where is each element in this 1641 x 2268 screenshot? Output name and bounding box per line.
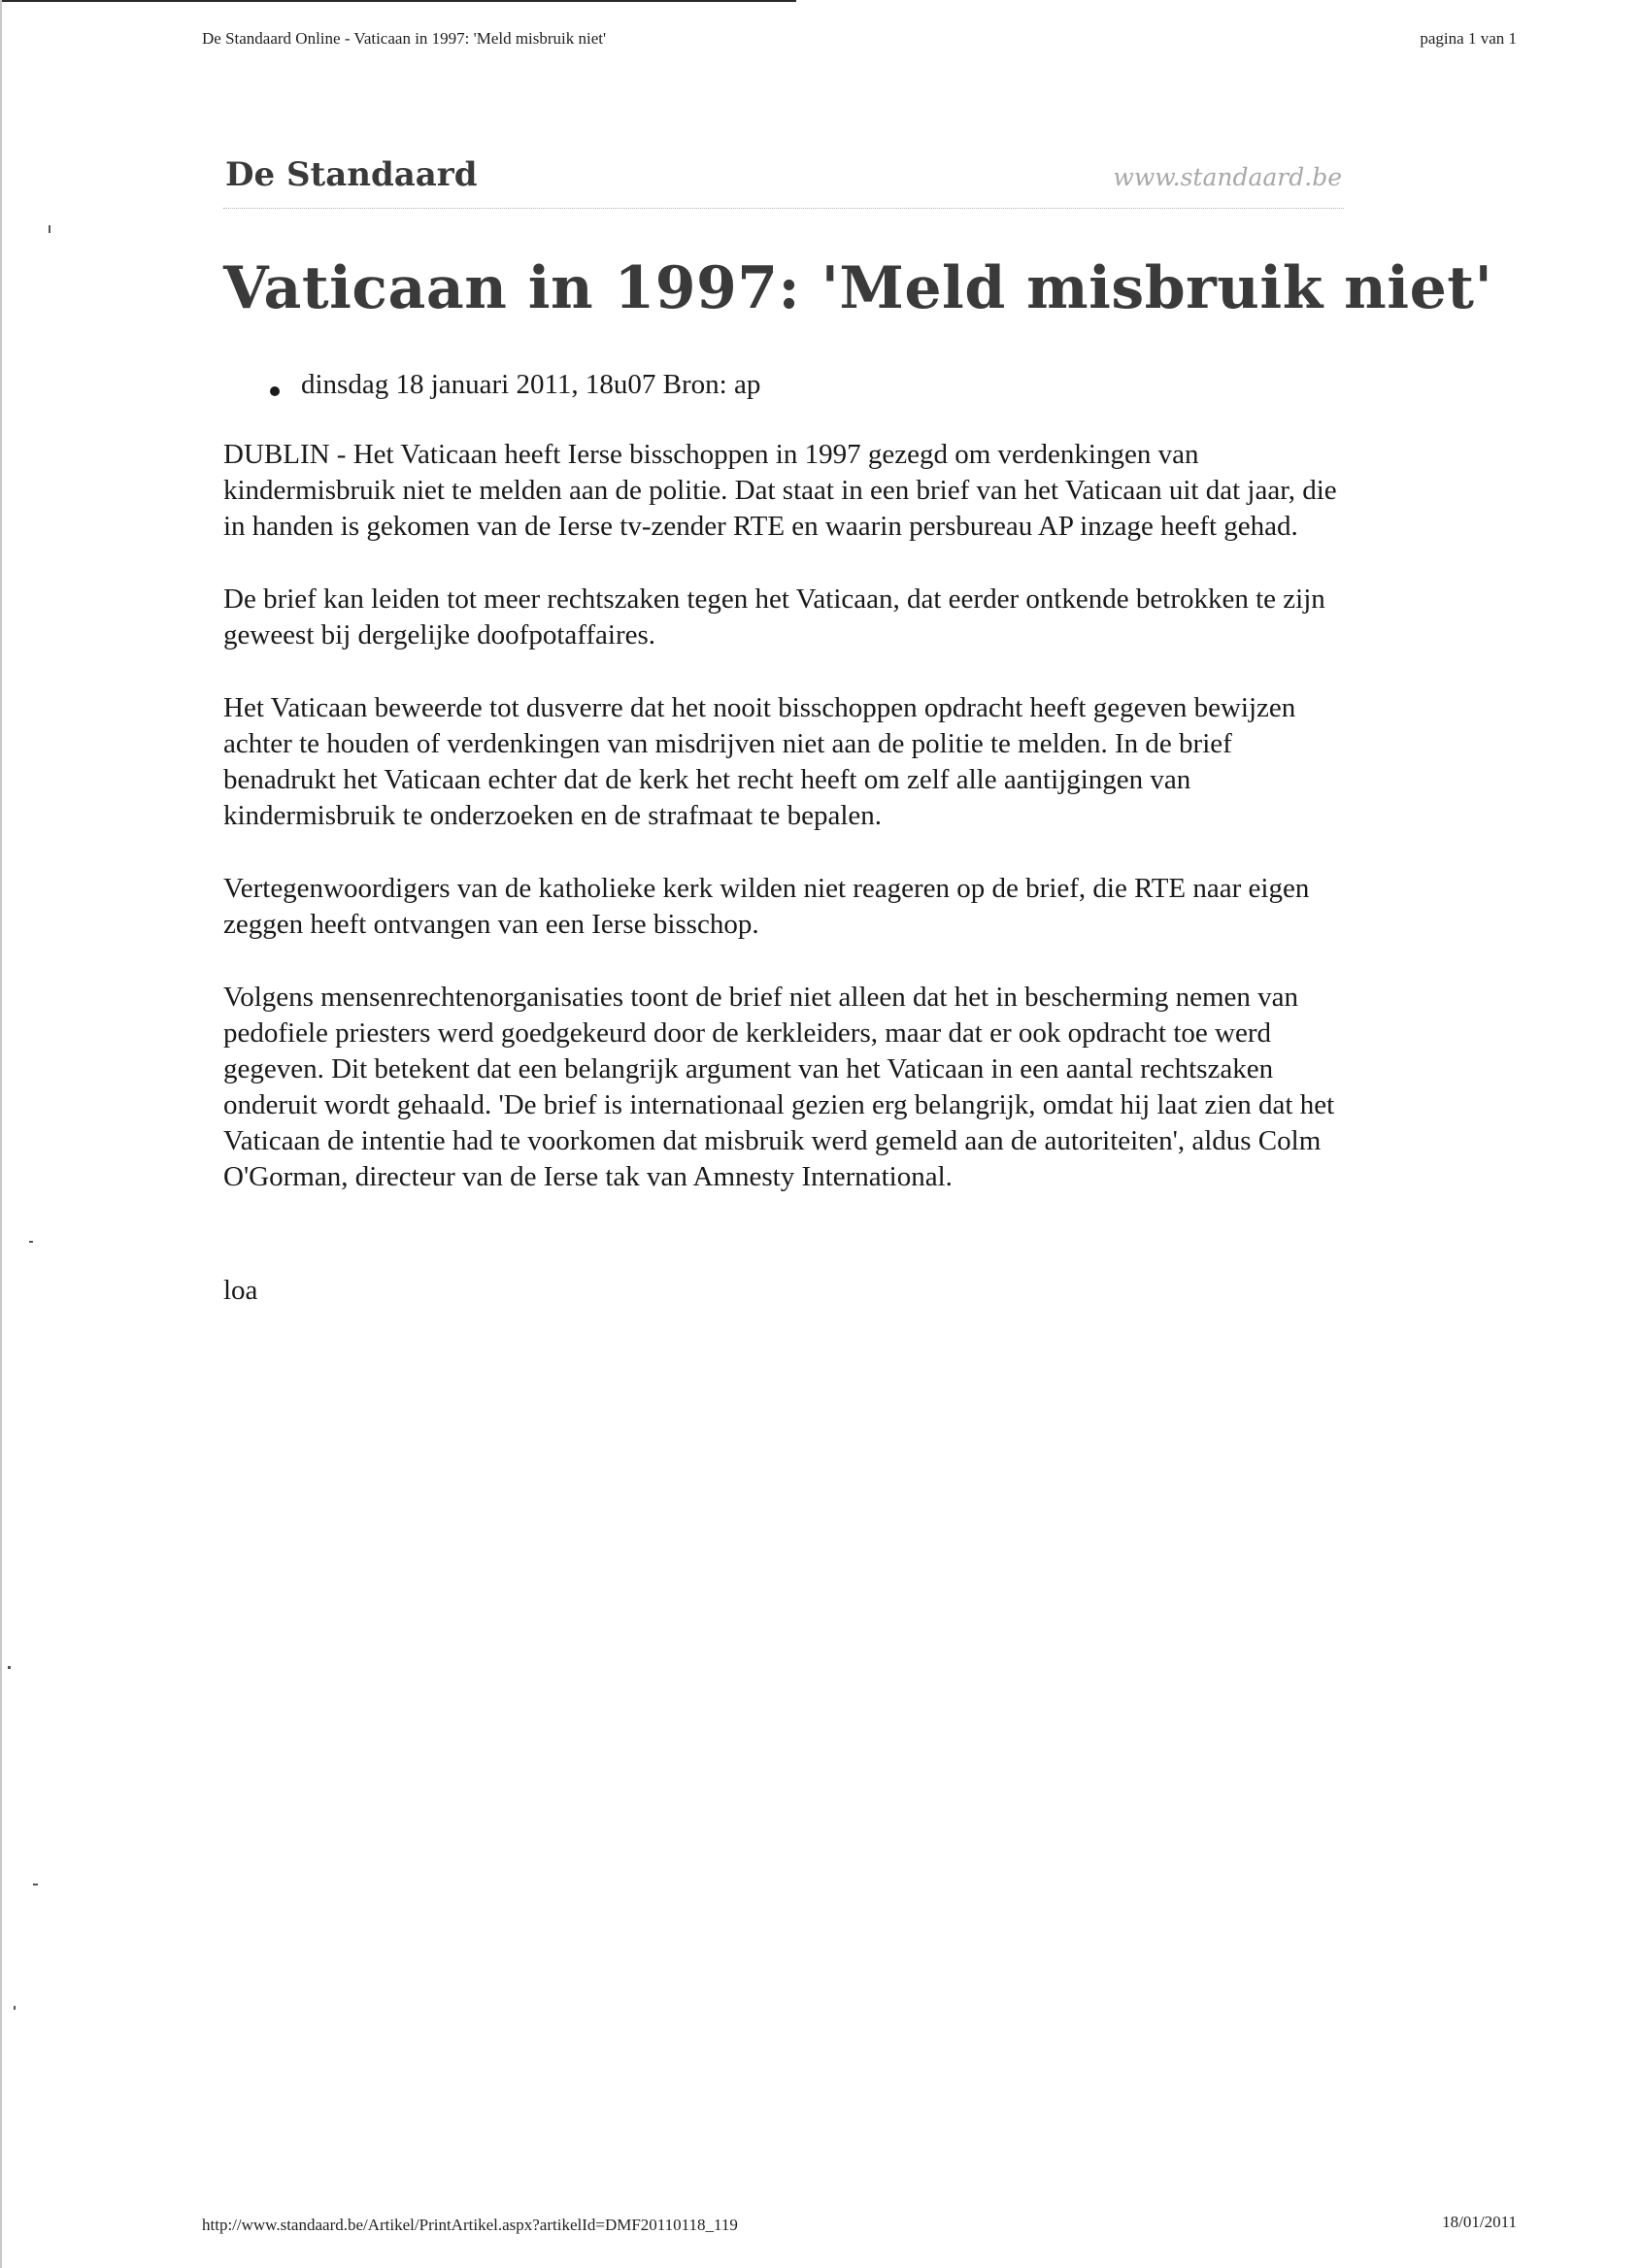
paragraph-line: onderuit wordt gehaald. 'De brief is internationaal gezien erg belangrijk, omdat hij laat zien dat het (223, 1089, 1335, 1120)
scan-speck (29, 1241, 33, 1243)
paragraph-line: benadrukt het Vaticaan echter dat de kerk het recht heeft om zelf alle aantijgingen van (223, 764, 1191, 795)
paragraph-line: pedofiele priesters werd goedgekeurd door de kerkleiders, maar dat er ook opdracht toe werd (223, 1017, 1272, 1049)
paragraph-line: kindermisbruik niet te melden aan de politie. Dat staat in een brief van het Vaticaan uit dat jaar, die (223, 475, 1337, 506)
print-header-page-number: pagina 1 van 1 (1420, 29, 1517, 48)
paragraph (223, 871, 1524, 943)
scan-top-edge (0, 0, 796, 2)
author-tag: loa (223, 1275, 258, 1306)
print-footer-url: http://www.standaard.be/Artikel/PrintArtikel.aspx?artikelId=DMF20110118_119 (202, 2216, 738, 2234)
scan-speck (49, 225, 50, 233)
newspaper-logo: De Standaard (225, 155, 478, 194)
paragraph-line: in handen is gekomen van de Ierse tv-zender RTE en waarin persbureau AP inzage heeft gehad. (223, 511, 1298, 542)
print-footer-date: 18/01/2011 (1442, 2213, 1517, 2231)
paragraph-line: O'Gorman, directeur van de Ierse tak van Amnesty International. (223, 1161, 953, 1192)
masthead-url: www.standaard.be (1113, 163, 1342, 191)
scan-speck (8, 1666, 11, 1669)
paragraph (223, 690, 1524, 834)
article-meta: dinsdag 18 januari 2011, 18u07 Bron: ap (301, 369, 761, 400)
masthead-divider (223, 208, 1344, 209)
scan-speck (14, 2006, 16, 2010)
article-body (223, 437, 1524, 1232)
paragraph-line: kindermisbruik te onderzoeken en de strafmaat te bepalen. (223, 800, 883, 831)
paragraph-line: Volgens mensenrechtenorganisaties toont de brief niet alleen dat het in bescherming nemen van (223, 982, 1299, 1013)
paragraph-line: Vertegenwoordigers van de katholieke kerk wilden niet reageren op de brief, die RTE naar eigen (223, 873, 1310, 904)
scan-speck (33, 1884, 38, 1885)
paragraph-line: geweest bij dergelijke doofpotaffaires. (223, 619, 656, 650)
paragraph-line: zeggen heeft ontvangen van een Ierse bisschop. (223, 909, 759, 940)
paragraph (223, 980, 1524, 1195)
scan-left-edge (0, 0, 2, 2268)
paragraph-line: Vaticaan de intentie had te voorkomen dat misbruik werd gemeld aan de autoriteiten', aldus Colm (223, 1125, 1322, 1156)
article-title: Vaticaan in 1997: 'Meld misbruik niet' (223, 254, 1493, 322)
paragraph-line: achter te houden of verdenkingen van misdrijven niet aan de politie te melden. In de brief (223, 728, 1232, 759)
print-header-title: De Standaard Online - Vaticaan in 1997: 'Meld misbruik niet' (202, 29, 607, 48)
paragraph-line: Het Vaticaan beweerde tot dusverre dat het nooit bisschoppen opdracht heeft gegeven bewijzen (223, 692, 1296, 723)
paragraph-line: De brief kan leiden tot meer rechtszaken tegen het Vaticaan, dat eerder ontkende betrokken te zijn (223, 584, 1325, 615)
bullet-icon (270, 386, 280, 396)
paragraph (223, 582, 1524, 653)
paragraph-line: DUBLIN - Het Vaticaan heeft Ierse bisschoppen in 1997 gezegd om verdenkingen van (223, 439, 1199, 470)
paragraph-line: gegeven. Dit betekent dat een belangrijk argument van het Vaticaan in een aantal rechtszaken (223, 1053, 1274, 1084)
paragraph (223, 437, 1524, 545)
